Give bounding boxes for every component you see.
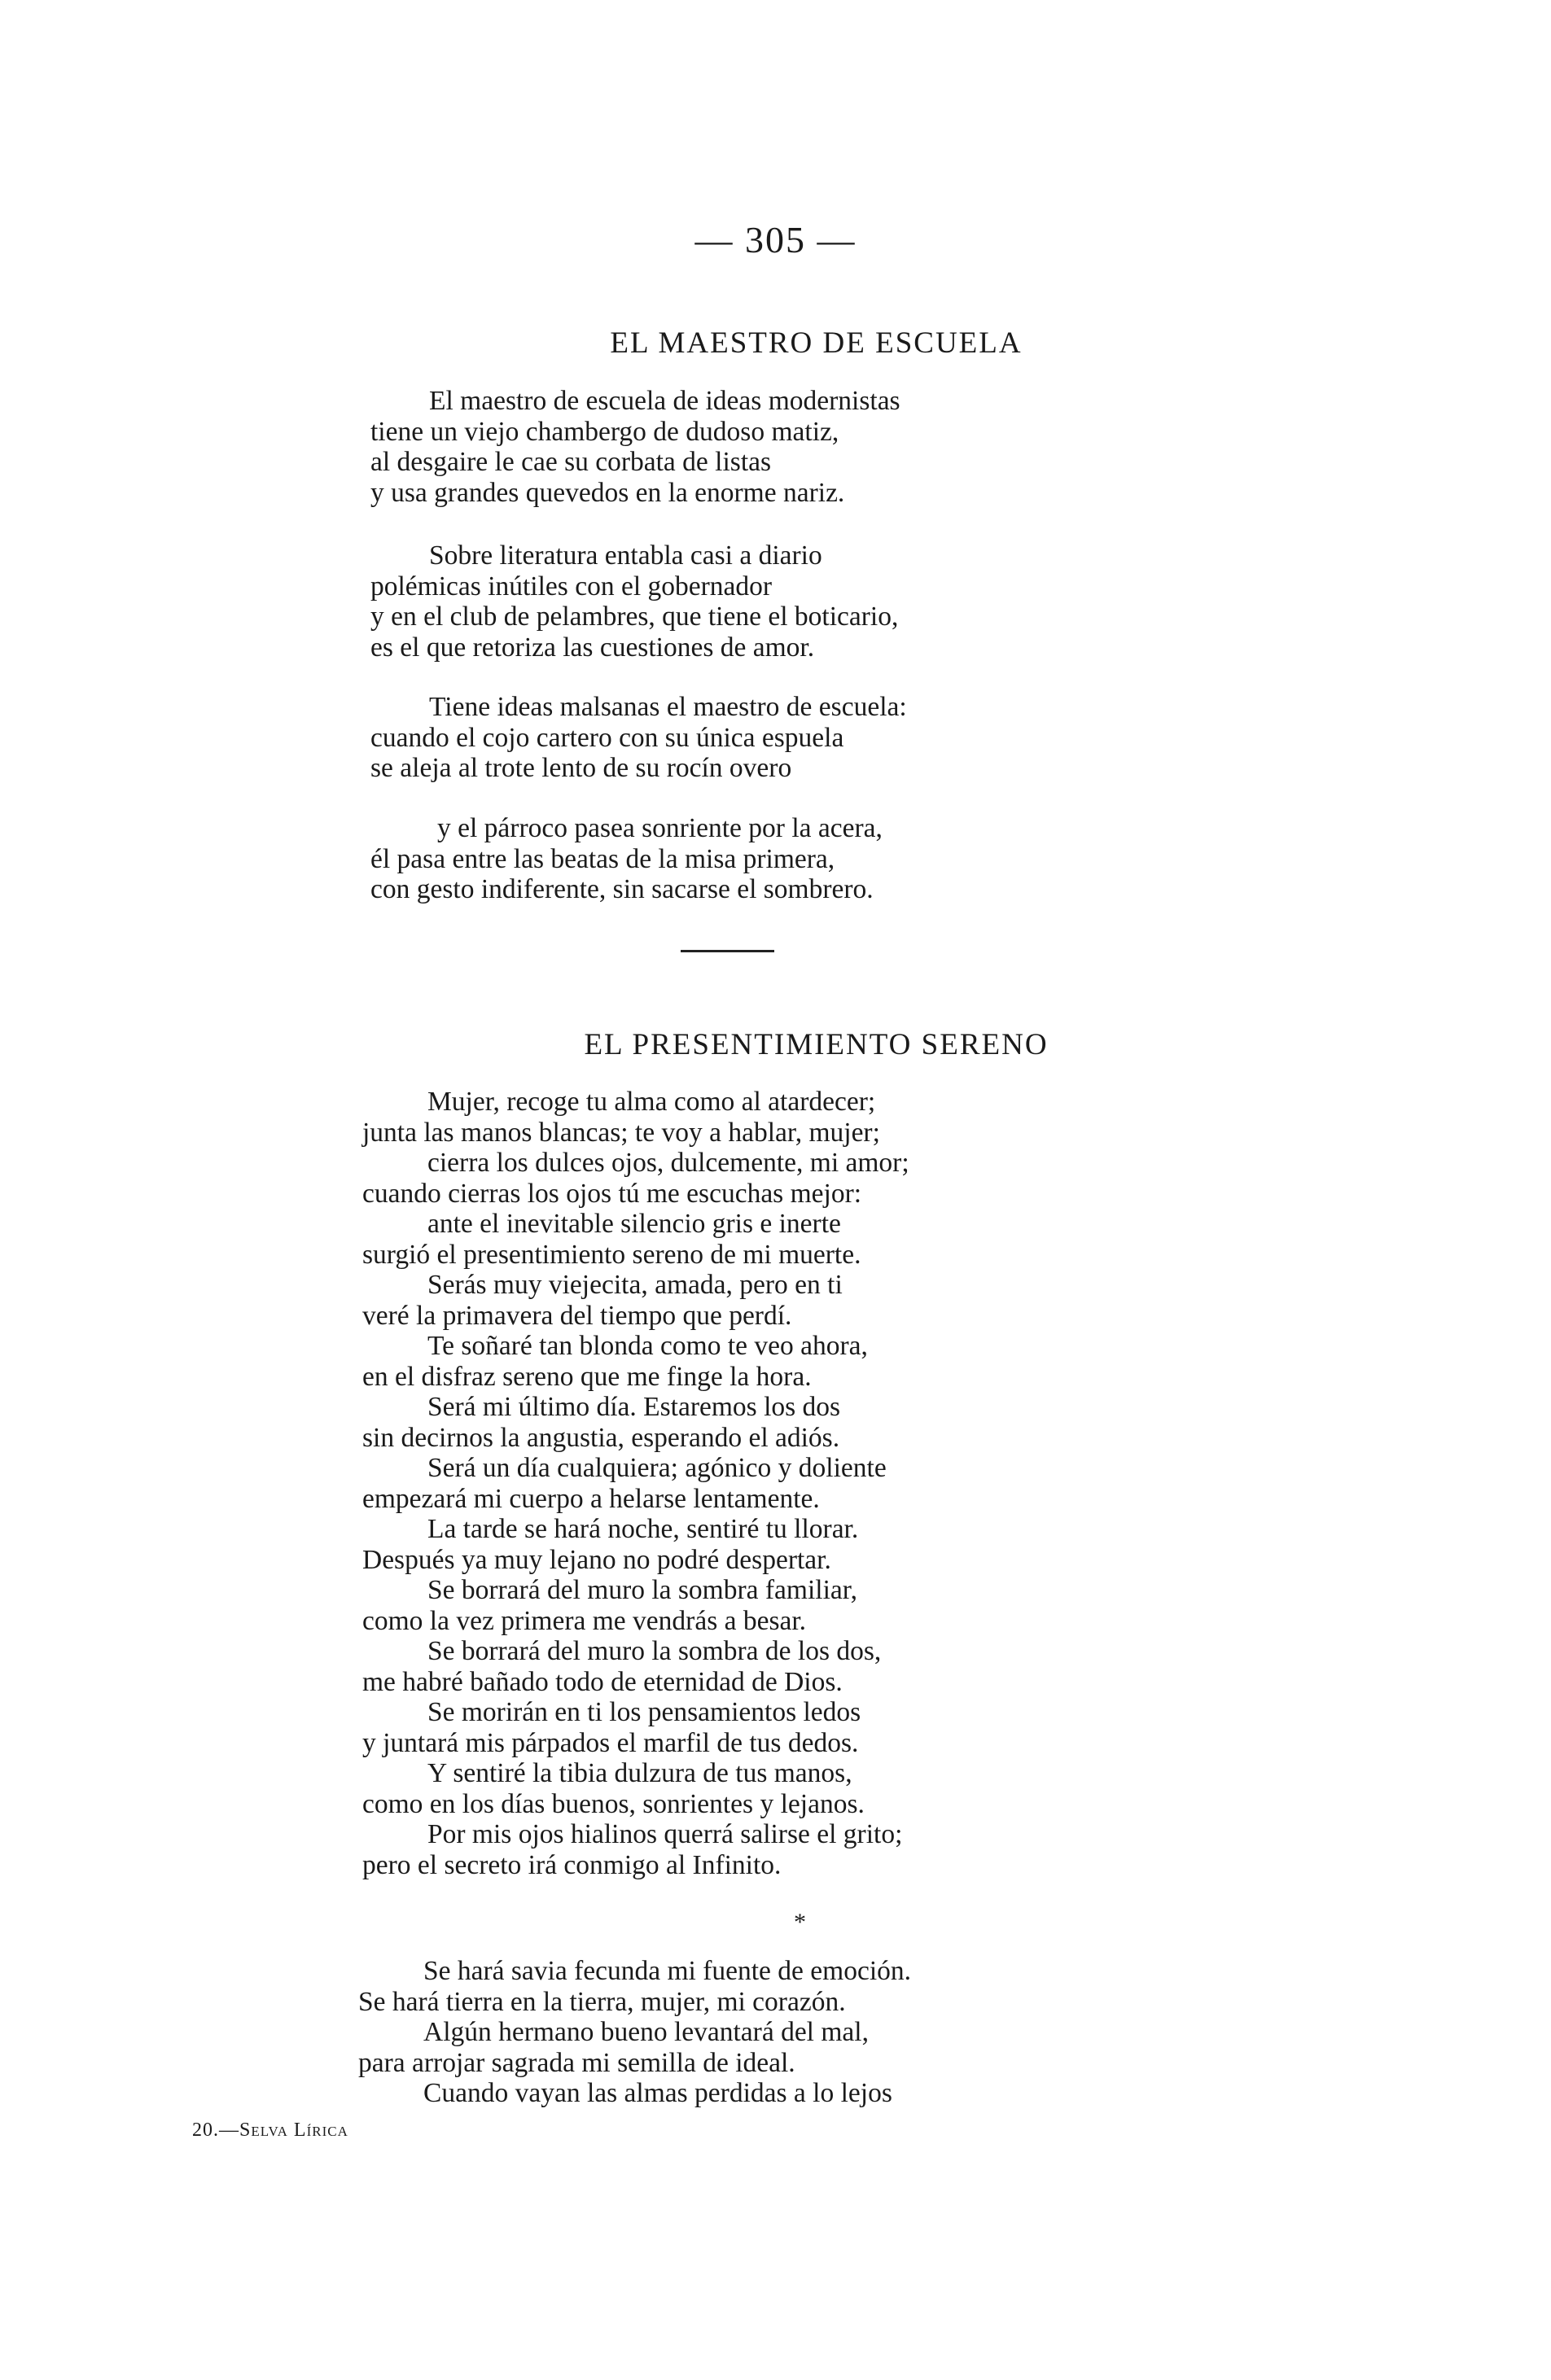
stanza-4 xyxy=(370,813,883,905)
verse-line: surgió el presentimiento sereno de mi muerte. xyxy=(362,1239,861,1270)
verse-line: tiene un viejo chambergo de dudoso matiz, xyxy=(370,416,839,447)
verse-line: y usa grandes quevedos en la enorme nariz. xyxy=(370,477,845,508)
verse-line: empezará mi cuerpo a helarse lentamente. xyxy=(362,1483,820,1514)
verse-line: cierra los dulces ojos, dulcemente, mi amor; xyxy=(427,1148,909,1178)
section-divider-rule xyxy=(681,950,774,952)
verse-line: Te soñaré tan blonda como te veo ahora, xyxy=(427,1331,868,1361)
poem-presentimiento-body xyxy=(362,1087,909,1880)
verse-line: como en los días buenos, sonrientes y lejanos. xyxy=(362,1788,865,1819)
verse-line: veré la primavera del tiempo que perdí. xyxy=(362,1300,792,1331)
verse-line: Tiene ideas malsanas el maestro de escuela: xyxy=(429,692,907,722)
verse-line: y juntará mis párpados el marfil de tus dedos. xyxy=(362,1727,859,1758)
verse-line: Será un día cualquiera; agónico y doliente xyxy=(427,1453,887,1483)
verse-line: como la vez primera me vendrás a besar. xyxy=(362,1605,807,1636)
verse-line: Mujer, recoge tu alma como al atardecer; xyxy=(427,1087,876,1117)
verse-line: polémicas inútiles con el gobernador xyxy=(370,571,773,602)
verse-line: Será mi último día. Estaremos los dos xyxy=(427,1392,841,1422)
verse-line: con gesto indiferente, sin sacarse el sombrero. xyxy=(370,874,874,904)
verse-line: Sobre literatura entabla casi a diario xyxy=(429,540,822,571)
verse-line: Se hará savia fecunda mi fuente de emoción. xyxy=(423,1956,912,1986)
verse-line: cuando el cojo cartero con su única espuela xyxy=(370,722,844,753)
verse-line: en el disfraz sereno que me finge la hora. xyxy=(362,1361,812,1392)
verse-line: y el párroco pasea sonriente por la acera, xyxy=(437,813,883,843)
stanza-separator-asterisk: * xyxy=(794,1909,806,1936)
verse-line: sin decirnos la angustia, esperando el adiós. xyxy=(362,1422,840,1453)
verse-line: él pasa entre las beatas de la misa primera, xyxy=(370,843,835,874)
stanza-3 xyxy=(370,692,907,784)
verse-line: Serás muy viejecita, amada, pero en ti xyxy=(427,1270,843,1300)
verse-line: Se borrará del muro la sombra de los dos, xyxy=(427,1636,882,1666)
verse-line: me habré bañado todo de eternidad de Dios. xyxy=(362,1666,843,1697)
verse-line: para arrojar sagrada mi semilla de ideal. xyxy=(358,2047,795,2078)
verse-line: El maestro de escuela de ideas modernistas xyxy=(429,386,900,416)
verse-line: se aleja al trote lento de su rocín overo xyxy=(370,753,792,783)
verse-line: Cuando vayan las almas perdidas a lo lejos xyxy=(423,2078,892,2108)
verse-line: junta las manos blancas; te voy a hablar, mujer; xyxy=(362,1117,880,1148)
poem-title-maestro: EL MAESTRO DE ESCUELA xyxy=(610,326,1023,360)
verse-line: Se hará tierra en la tierra, mujer, mi corazón. xyxy=(358,1986,846,2017)
page-number: — 305 — xyxy=(694,219,857,260)
verse-line: pero el secreto irá conmigo al Infinito. xyxy=(362,1849,782,1880)
verse-line: Por mis ojos hialinos querrá salirse el grito; xyxy=(427,1819,903,1849)
footer-signature: 20.—Selva Lírica xyxy=(192,2120,348,2141)
verse-line: cuando cierras los ojos tú me escuchas mejor: xyxy=(362,1178,862,1209)
stanza-2 xyxy=(370,540,898,663)
verse-line: es el que retoriza las cuestiones de amor. xyxy=(370,632,815,663)
verse-line: La tarde se hará noche, sentiré tu llorar. xyxy=(427,1514,859,1544)
verse-line: ante el inevitable silencio gris e inerte xyxy=(427,1209,841,1239)
verse-line: Y sentiré la tibia dulzura de tus manos, xyxy=(427,1758,852,1788)
verse-line: Se borrará del muro la sombra familiar, xyxy=(427,1575,857,1605)
verse-line: Se morirán en ti los pensamientos ledos xyxy=(427,1697,861,1727)
verse-line: y en el club de pelambres, que tiene el boticario, xyxy=(370,602,899,632)
stanza-1 xyxy=(370,386,900,508)
verse-line: Después ya muy lejano no podré despertar. xyxy=(362,1544,831,1575)
poem-presentimiento-stanza-2 xyxy=(358,1956,911,2109)
verse-line: Algún hermano bueno levantará del mal, xyxy=(423,2017,869,2047)
verse-line: al desgaire le cae su corbata de listas xyxy=(370,447,772,477)
poem-title-presentimiento: EL PRESENTIMIENTO SERENO xyxy=(584,1028,1049,1061)
